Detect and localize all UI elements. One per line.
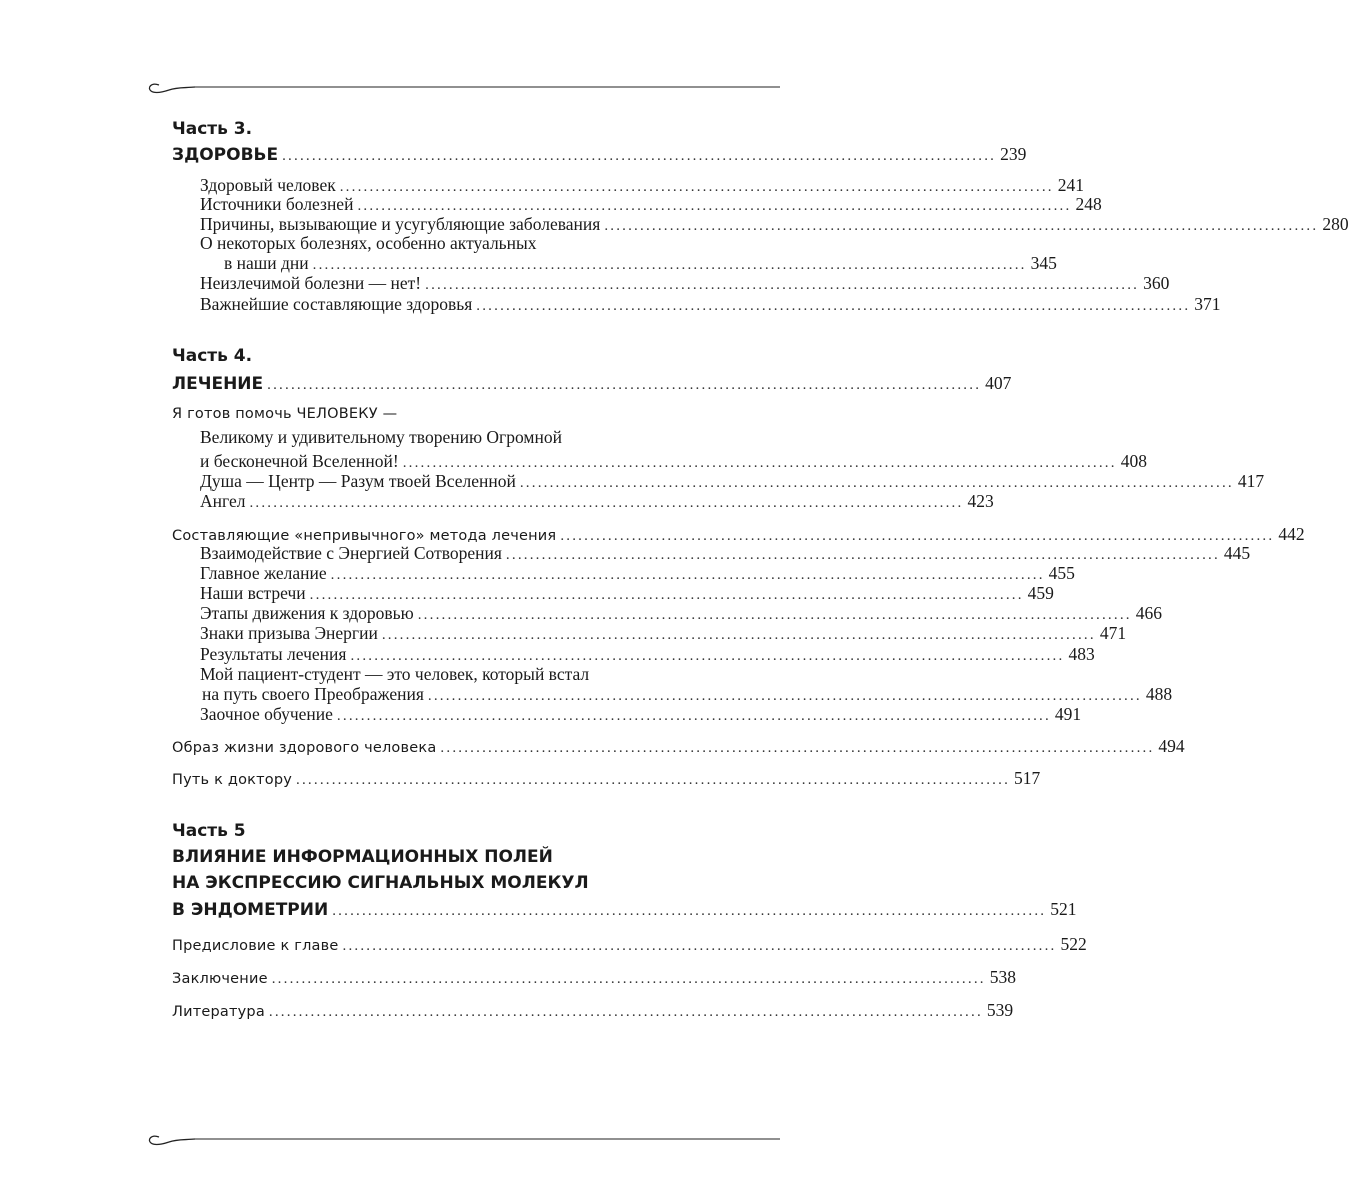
- toc-entry[interactable]: [200, 427, 717, 449]
- dot-leader: ........................................................................................................................: [249, 495, 964, 511]
- toc-heading[interactable]: [172, 346, 717, 368]
- toc-page-number: 239: [1000, 144, 1027, 164]
- toc-entry[interactable]: [200, 563, 1075, 585]
- toc-entry[interactable]: [172, 967, 1016, 989]
- toc-entry[interactable]: [200, 644, 1095, 666]
- toc-heading[interactable]: [172, 847, 717, 869]
- toc-entry-title: ЛЕЧЕНИЕ: [172, 374, 264, 394]
- toc-entry-title: на путь своего Преображения: [202, 684, 424, 704]
- toc-entry[interactable]: [200, 664, 717, 686]
- dot-leader: ........................................................................................................................: [427, 688, 1142, 704]
- toc-entry-title: Великому и удивительному творению Огромной: [200, 427, 562, 447]
- toc-entry[interactable]: [200, 491, 994, 513]
- toc-entry-title: Наши встречи: [200, 583, 306, 603]
- toc-heading[interactable]: [172, 144, 1027, 166]
- toc-page-number: 241: [1057, 175, 1084, 195]
- dot-leader: ........................................................................................................................: [296, 772, 1011, 788]
- dot-leader: ........................................................................................................................: [417, 607, 1132, 623]
- toc-entry-title: Источники болезней: [200, 194, 354, 214]
- toc-page-number: 417: [1237, 471, 1265, 491]
- toc-entry-title: Ангел: [200, 491, 246, 511]
- dot-leader: ........................................................................................................................: [381, 627, 1096, 643]
- toc-page-number: 423: [967, 491, 994, 511]
- toc-page-number: 491: [1054, 704, 1082, 724]
- dot-leader: ........................................................................................................................: [505, 547, 1220, 563]
- toc-page-number: 494: [1158, 736, 1185, 756]
- toc-entry-title: и бесконечной Вселенной!: [200, 451, 399, 471]
- dot-leader: ........................................................................................................................: [402, 455, 1117, 471]
- bottom-ornament-rule: [145, 1130, 780, 1150]
- toc-entry-title: В ЭНДОМЕТРИИ: [172, 900, 329, 920]
- toc-entry-title: Путь к доктору: [172, 772, 293, 788]
- dot-leader: ........................................................................................................................: [309, 587, 1024, 603]
- toc-page-number: 442: [1278, 524, 1305, 544]
- dot-leader: ........................................................................................................................: [339, 179, 1054, 195]
- dot-leader: ........................................................................................................................: [425, 277, 1140, 293]
- dot-leader: ........................................................................................................................: [519, 475, 1234, 491]
- dot-leader: ........................................................................................................................: [332, 903, 1047, 919]
- toc-page-number: 455: [1048, 563, 1075, 583]
- dot-leader: ........................................................................................................................: [330, 567, 1045, 583]
- toc-entry[interactable]: [200, 233, 717, 255]
- toc-heading[interactable]: [172, 119, 717, 141]
- toc-entry[interactable]: [200, 471, 1265, 493]
- toc-entry-title: Неизлечимой болезни — нет!: [200, 273, 422, 293]
- dot-leader: ........................................................................................................................: [271, 971, 986, 987]
- toc-page-number: 407: [985, 373, 1012, 393]
- top-ornament-rule: [145, 78, 780, 98]
- toc-entry[interactable]: [200, 194, 1102, 216]
- toc-entry-title: Часть 4.: [172, 346, 253, 366]
- toc-entry[interactable]: [200, 623, 1127, 645]
- toc-page-number: 408: [1120, 451, 1147, 471]
- dot-leader: ........................................................................................................................: [440, 740, 1155, 756]
- toc-entry-title: в наши дни: [224, 253, 309, 273]
- toc-page-number: 248: [1075, 194, 1102, 214]
- toc-entry[interactable]: [200, 603, 1162, 625]
- toc-entry-title: Я готов помочь ЧЕЛОВЕКУ —: [172, 406, 398, 422]
- toc-page-number: 466: [1135, 603, 1162, 623]
- toc-entry-title: Мой пациент-студент — это человек, который встал: [200, 664, 590, 684]
- toc-entry-title: Результаты лечения: [200, 644, 347, 664]
- dot-leader: ........................................................................................................................: [560, 528, 1275, 544]
- toc-entry[interactable]: [200, 583, 1054, 605]
- toc-page-number: 539: [986, 1000, 1014, 1020]
- toc-page-number: 360: [1143, 273, 1170, 293]
- dot-leader: ........................................................................................................................: [312, 257, 1027, 273]
- toc-entry-title: Причины, вызывающие и усугубляющие заболевания: [200, 214, 601, 234]
- toc-entry[interactable]: [224, 253, 1057, 275]
- toc-entry-title: Этапы движения к здоровью: [200, 603, 414, 623]
- toc-entry[interactable]: [202, 684, 1173, 706]
- toc-entry[interactable]: [200, 273, 1170, 295]
- toc-page-number: 521: [1050, 899, 1077, 919]
- dot-leader: ........................................................................................................................: [357, 198, 1072, 214]
- toc-entry[interactable]: [200, 294, 1221, 316]
- toc-heading[interactable]: [172, 821, 717, 843]
- toc-entry-title: Заключение: [172, 971, 268, 987]
- toc-page-number: 488: [1145, 684, 1173, 704]
- toc-entry-title: Составляющие «непривычного» метода лечения: [172, 528, 557, 544]
- toc-page-number: 459: [1027, 583, 1054, 603]
- toc-entry-title: Литература: [172, 1004, 265, 1020]
- toc-page-number: 483: [1068, 644, 1095, 664]
- dot-leader: ........................................................................................................................: [267, 377, 982, 393]
- dot-leader: ........................................................................................................................: [342, 938, 1057, 954]
- toc-entry[interactable]: [172, 1000, 1014, 1022]
- toc-entry[interactable]: [172, 736, 1185, 758]
- dot-leader: ........................................................................................................................: [268, 1004, 983, 1020]
- toc-entry[interactable]: [172, 768, 1041, 790]
- dot-leader: ........................................................................................................................: [476, 298, 1191, 314]
- toc-page-number: 371: [1194, 294, 1221, 314]
- toc-entry-title: Знаки призыва Энергии: [200, 623, 378, 643]
- toc-page-number: 445: [1223, 543, 1251, 563]
- toc-entry-title: Образ жизни здорового человека: [172, 740, 437, 756]
- toc-entry-title: ЗДОРОВЬЕ: [172, 145, 279, 165]
- dot-leader: ........................................................................................................................: [350, 648, 1065, 664]
- toc-entry-title: ВЛИЯНИЕ ИНФОРМАЦИОННЫХ ПОЛЕЙ: [172, 847, 553, 867]
- dot-leader: ........................................................................................................................: [604, 218, 1319, 234]
- toc-page-number: 471: [1099, 623, 1127, 643]
- toc-entry[interactable]: [172, 406, 717, 428]
- toc-heading[interactable]: [172, 873, 717, 895]
- toc-entry-title: Часть 3.: [172, 119, 253, 139]
- dot-leader: ........................................................................................................................: [336, 708, 1051, 724]
- toc-entry[interactable]: [200, 704, 1082, 726]
- toc-entry-title: Важнейшие составляющие здоровья: [200, 294, 473, 314]
- toc-entry-title: НА ЭКСПРЕССИЮ СИГНАЛЬНЫХ МОЛЕКУЛ: [172, 873, 589, 893]
- toc-page-number: 517: [1014, 768, 1041, 788]
- toc-entry-title: О некоторых болезнях, особенно актуальных: [200, 233, 537, 253]
- toc-entry[interactable]: [200, 451, 1147, 473]
- toc-entry-title: Главное желание: [200, 563, 327, 583]
- toc-entry-title: Заочное обучение: [200, 704, 333, 724]
- toc-page-number: 538: [989, 967, 1016, 987]
- toc-entry-title: Взаимодействие с Энергией Сотворения: [200, 543, 502, 563]
- toc-entry-title: Душа — Центр — Разум твоей Вселенной: [200, 471, 516, 491]
- toc-entry[interactable]: [200, 543, 1251, 565]
- toc-entry[interactable]: [172, 934, 1087, 956]
- toc-page-number: 522: [1060, 934, 1087, 954]
- toc-entry-title: Предисловие к главе: [172, 938, 339, 954]
- toc-entry-title: Часть 5: [172, 821, 246, 841]
- toc-heading[interactable]: [172, 899, 1077, 921]
- toc-heading[interactable]: [172, 373, 1012, 395]
- dot-leader: ........................................................................................................................: [282, 148, 997, 164]
- toc-page-number: 280: [1322, 214, 1349, 234]
- toc-page-number: 345: [1030, 253, 1057, 273]
- toc-entry-title: Здоровый человек: [200, 175, 336, 195]
